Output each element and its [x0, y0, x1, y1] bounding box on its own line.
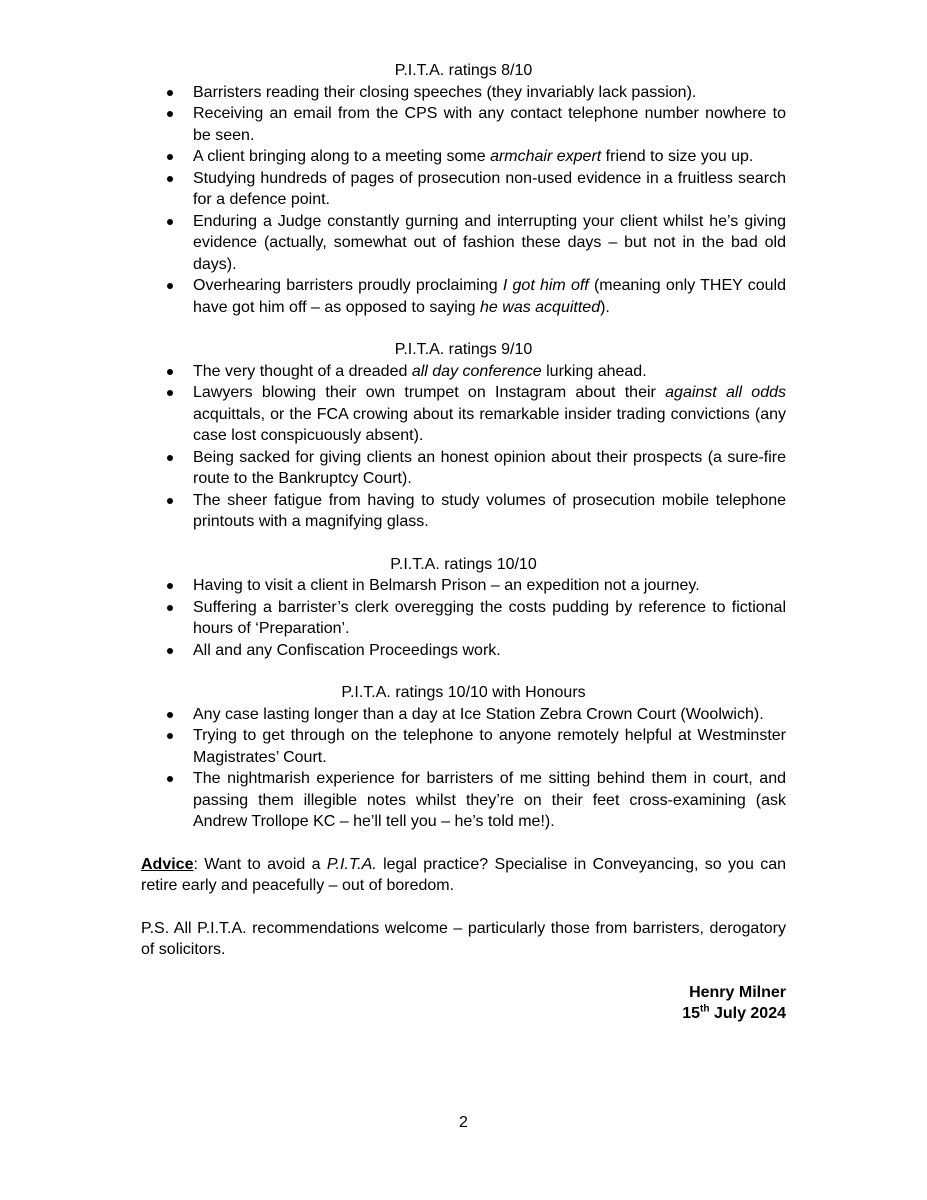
- advice-pita: P.I.T.A.: [326, 855, 377, 873]
- emphasis-text: armchair expert: [490, 148, 602, 165]
- date-suffix: th: [700, 1003, 710, 1015]
- list-item: [141, 361, 786, 383]
- item-text: Studying hundreds of pages of prosecution non-used evidence in a fruitless search for a defence point.: [193, 169, 786, 208]
- document-page: [141, 60, 786, 1025]
- emphasis-text: against all odds: [665, 384, 787, 401]
- emphasis-text: he was acquitted: [480, 298, 601, 316]
- bullet-list: [141, 82, 786, 319]
- bullet-list: [141, 361, 786, 533]
- list-item: [141, 82, 786, 104]
- item-text: lurking ahead.: [541, 362, 647, 380]
- item-text: friend to size you up.: [601, 148, 754, 165]
- item-text: Lawyers blowing their own trumpet on Instagram about their: [193, 384, 666, 401]
- advice-paragraph: [141, 854, 786, 897]
- section-title: P.I.T.A. ratings 8/10: [394, 62, 533, 79]
- bullet-icon: [167, 583, 173, 589]
- list-item: [141, 211, 786, 276]
- section-title: P.I.T.A. ratings 10/10 with Honours: [341, 684, 586, 701]
- list-item: [141, 447, 786, 490]
- bullet-icon: [167, 498, 173, 504]
- bullet-icon: [167, 390, 173, 396]
- list-item: [141, 146, 786, 168]
- bullet-icon: [167, 369, 173, 375]
- list-item: [141, 768, 786, 833]
- item-text: acquittals, or the FCA crowing about its remarkable insider trading convictions (any case lost conspicuously absent).: [193, 405, 786, 444]
- rating-section: [141, 60, 786, 318]
- list-item: [141, 275, 786, 318]
- bullet-icon: [167, 733, 173, 739]
- item-text: Barristers reading their closing speeches (they invariably lack passion).: [193, 83, 697, 101]
- bullet-list: [141, 704, 786, 833]
- item-text: The sheer fatigue from having to study volumes of prosecution mobile telephone printouts with a magnifying glass.: [193, 491, 786, 530]
- item-text: (meaning only THEY could have got him off – as opposed to saying: [193, 277, 786, 316]
- rating-section: [141, 339, 786, 533]
- bullet-icon: [167, 176, 173, 182]
- bullet-list: [141, 575, 786, 661]
- advice-label: Advice: [141, 855, 194, 873]
- item-text: The very thought of a dreaded: [193, 362, 412, 380]
- bullet-icon: [167, 648, 173, 654]
- bullet-icon: [167, 712, 173, 718]
- item-text: All and any Confiscation Proceedings work.: [193, 641, 501, 659]
- list-item: [141, 490, 786, 533]
- signature-date: [141, 1003, 786, 1025]
- author-name: Henry Milner: [689, 983, 786, 1001]
- advice-text-end: legal practice? Specialise in Conveyancing, so you can retire early and peacefully – out of boredom.: [141, 855, 786, 894]
- list-item: [141, 725, 786, 768]
- list-item: [141, 704, 786, 726]
- item-text: The nightmarish experience for barristers of me sitting behind them in court, and passing them illegible notes whilst they’re on their feet cross-examining (ask Andrew Trollope KC – he’ll tell you – he’s told me!).: [193, 770, 786, 830]
- bullet-icon: [167, 455, 173, 461]
- item-text: Being sacked for giving clients an honest opinion about their prospects (a sure-fire route to the Bankruptcy Court).: [193, 448, 786, 487]
- list-item: [141, 640, 786, 662]
- item-text: Overhearing barristers proudly proclaiming: [193, 277, 503, 294]
- bullet-icon: [167, 605, 173, 611]
- list-item: [141, 575, 786, 597]
- bullet-icon: [167, 219, 173, 225]
- emphasis-text: I got him off: [502, 277, 589, 294]
- signature-block: [141, 982, 786, 1025]
- rating-section: [141, 682, 786, 833]
- ps-paragraph: P.S. All P.I.T.A. recommendations welcome – particularly those from barristers, derogatory of solicitors.: [141, 919, 786, 958]
- list-item: [141, 103, 786, 146]
- bullet-icon: [167, 90, 173, 96]
- section-title: P.I.T.A. ratings 10/10: [390, 555, 537, 573]
- emphasis-text: all day conference: [411, 362, 542, 380]
- section-title: P.I.T.A. ratings 9/10: [394, 341, 533, 358]
- item-text: Any case lasting longer than a day at Ice Station Zebra Crown Court (Woolwich).: [193, 705, 764, 723]
- date-day: 15: [682, 1005, 701, 1022]
- date-rest: July 2024: [709, 1005, 786, 1022]
- list-item: [141, 168, 786, 211]
- rating-section: [141, 554, 786, 662]
- item-text: ).: [600, 298, 610, 316]
- list-item: [141, 382, 786, 447]
- item-text: Receiving an email from the CPS with any contact telephone number nowhere to be seen.: [193, 105, 786, 144]
- page-number: 2: [459, 1114, 468, 1131]
- item-text: A client bringing along to a meeting some: [193, 148, 491, 165]
- bullet-icon: [167, 776, 173, 782]
- bullet-icon: [167, 111, 173, 117]
- item-text: Suffering a barrister’s clerk overegging the costs pudding by reference to fictional hours of ‘Preparation’.: [193, 598, 786, 637]
- advice-text-start: : Want to avoid a: [193, 855, 327, 873]
- item-text: Trying to get through on the telephone to anyone remotely helpful at Westminster Magistrates’ Court.: [193, 727, 786, 766]
- rating-sections: [141, 60, 786, 833]
- bullet-icon: [167, 283, 173, 289]
- list-item: [141, 597, 786, 640]
- item-text: Having to visit a client in Belmarsh Prison – an expedition not a journey.: [193, 577, 700, 594]
- bullet-icon: [167, 154, 173, 160]
- item-text: Enduring a Judge constantly gurning and interrupting your client whilst he’s giving evidence (actually, somewhat out of fashion these days – but not in the bad old days).: [193, 212, 786, 273]
